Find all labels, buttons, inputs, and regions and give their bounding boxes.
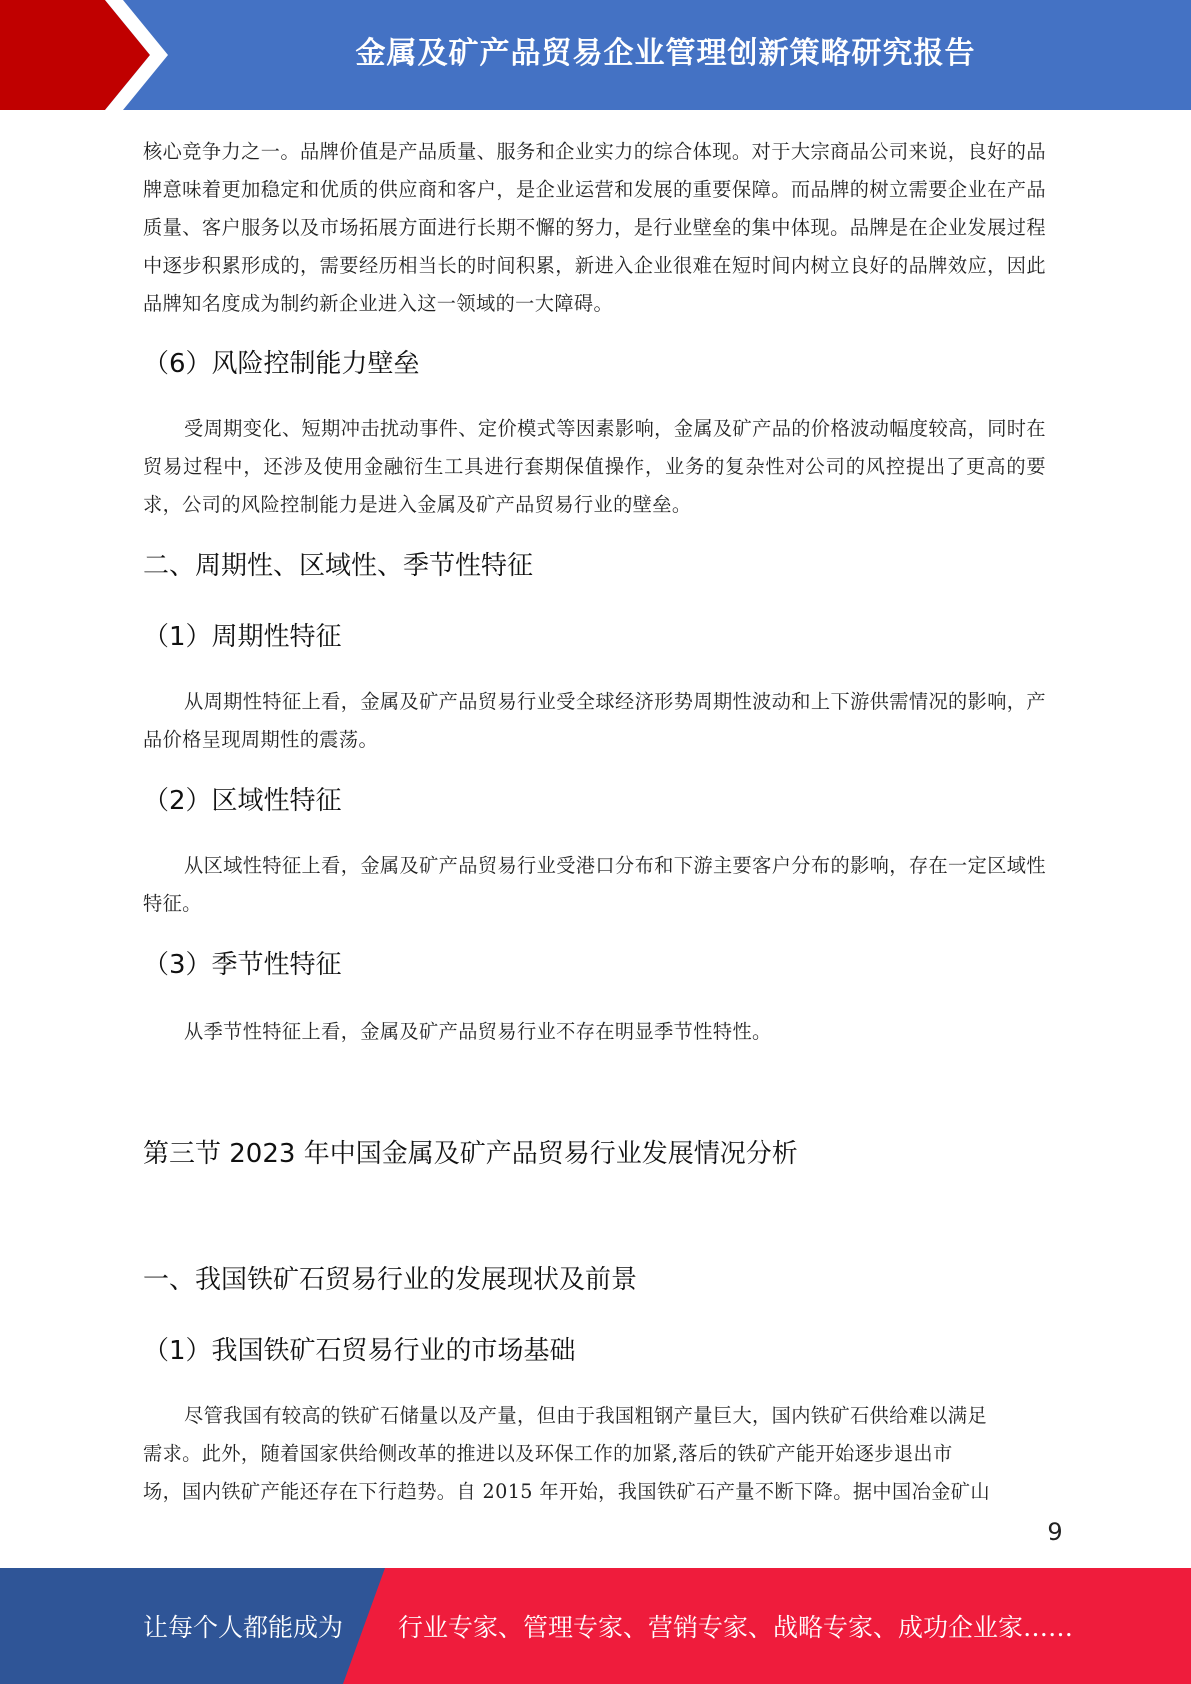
paragraph-line: 场，国内铁矿产能还存在下行趋势。自 2015 年开始，我国铁矿石产量不断下降。据中国冶金矿山 <box>143 1480 990 1503</box>
heading-iron-ore: 一、我国铁矿石贸易行业的发展现状及前景 <box>143 1265 638 1295</box>
paragraph-iron-ore-market <box>143 1397 1046 1511</box>
footer-slogan-right: 行业专家、管理专家、营销专家、战略专家、成功企业家…… <box>398 1613 1074 1642</box>
heading-section-2: 二、周期性、区域性、季节性特征 <box>143 551 534 581</box>
report-title: 金属及矿产品贸易企业管理创新策略研究报告 <box>355 36 976 71</box>
paragraph-cyclical: 从周期性特征上看，金属及矿产品贸易行业受全球经济形势周期性波动和上下游供需情况的影响，产品价格呈现周期性的震荡。 <box>143 690 1046 751</box>
heading-cyclical: （1）周期性特征 <box>143 622 342 652</box>
paragraph-regional: 从区域性特征上看，金属及矿产品贸易行业受港口分布和下游主要客户分布的影响，存在一定区域性特征。 <box>143 854 1046 915</box>
paragraph-brand: 核心竞争力之一。品牌价值是产品质量、服务和企业实力的综合体现。对于大宗商品公司来说，良好的品牌意味着更加稳定和优质的供应商和客户，是企业运营和发展的重要保障。而品牌的树立需要企业在产品质量、客户服务以及市场拓展方面进行长期不懈的努力，是行业壁垒的集中体现。品牌是在企业发展过程中逐步积累形成的，需要经历相当长的时间积累，新进入企业很难在短时间内树立良好的品牌效应，因此品牌知名度成为制约新企业进入这一领域的一大障碍。 <box>143 140 1046 315</box>
heading-risk-control: （6）风险控制能力壁垒 <box>143 349 420 379</box>
paragraph-risk-control: 受周期变化、短期冲击扰动事件、定价模式等因素影响，金属及矿产品的价格波动幅度较高，同时在贸易过程中，还涉及使用金融衍生工具进行套期保值操作，业务的复杂性对公司的风控提出了更高的要求，公司的风险控制能力是进入金属及矿产品贸易行业的壁垒。 <box>143 417 1046 516</box>
paragraph-line: 需求。此外，随着国家供给侧改革的推进以及环保工作的加紧,落后的铁矿产能开始逐步退出市 <box>143 1442 953 1465</box>
page-number: 9 <box>1047 1518 1063 1546</box>
footer-slogan-left: 让每个人都能成为 <box>143 1613 344 1642</box>
page-header <box>0 0 1191 110</box>
paragraph-line: 尽管我国有较高的铁矿石储量以及产量，但由于我国粗钢产量巨大，国内铁矿石供给难以满足 <box>184 1404 988 1427</box>
heading-regional: （2）区域性特征 <box>143 786 342 816</box>
heading-seasonal: （3）季节性特征 <box>143 950 342 980</box>
paragraph-seasonal: 从季节性特征上看，金属及矿产品贸易行业不存在明显季节性特性。 <box>184 1020 772 1043</box>
page-footer <box>0 1568 1191 1684</box>
heading-iron-ore-market: （1）我国铁矿石贸易行业的市场基础 <box>143 1336 576 1366</box>
heading-chapter-3: 第三节 2023 年中国金属及矿产品贸易行业发展情况分析 <box>143 1139 798 1169</box>
